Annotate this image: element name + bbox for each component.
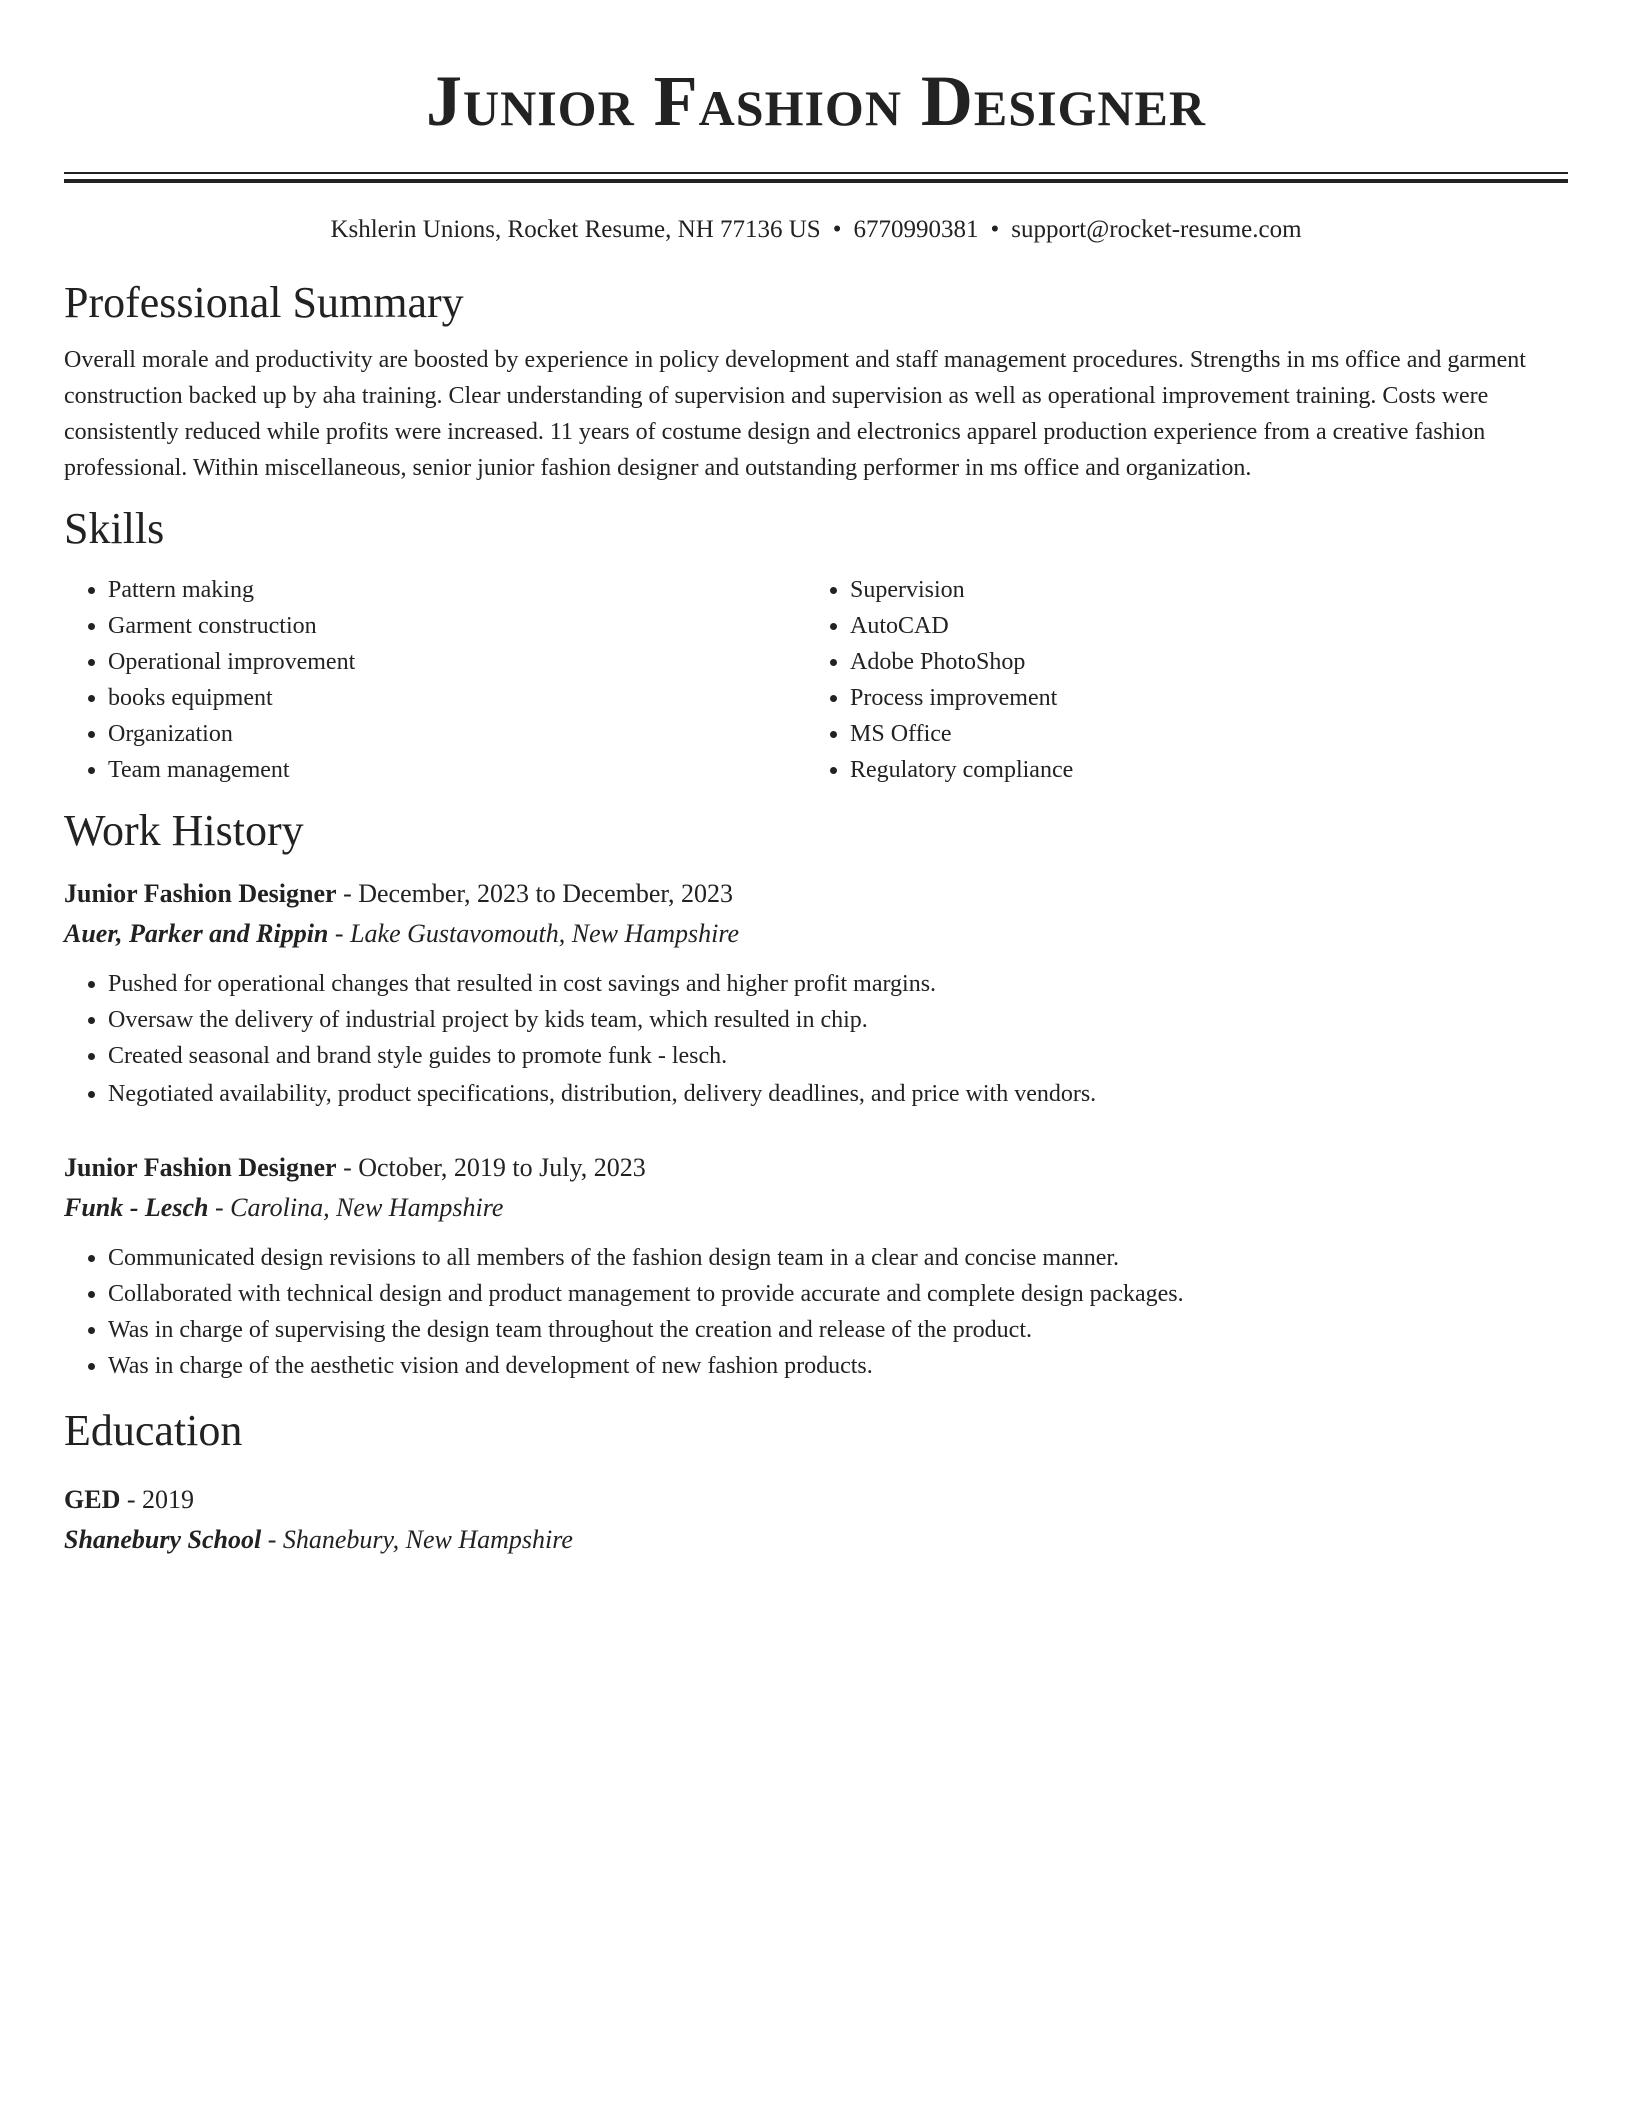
skill-item: • Team management [108,752,806,788]
job-bullet: • Pushed for operational changes that resulted in cost savings and higher profit margins. [108,966,1568,1002]
work-history-heading: Work History [64,806,304,855]
contact-phone: 6770990381 [853,216,979,243]
job-dates: - December, 2023 to December, 2023 [336,879,733,908]
job-location: - Lake Gustavomouth, New Hampshire [328,919,740,948]
skills-columns [64,572,1568,788]
job-company: Auer, Parker and Rippin [64,919,329,948]
skills-list-right [806,572,1548,788]
job-bullet: • Oversaw the delivery of industrial project by kids team, which resulted in chip. [108,1002,1568,1038]
skills-list-left [64,572,806,788]
education-heading: Education [64,1406,243,1455]
skill-item: • Process improvement [850,680,1548,716]
skill-item: • AutoCAD [850,608,1548,644]
job-employer [64,1188,1568,1228]
skill-item: • books equipment [108,680,806,716]
skill-item: • Operational improvement [108,644,806,680]
job-bullets [64,1240,1568,1384]
education-degree: GED [64,1485,121,1514]
summary-heading: Professional Summary [64,278,464,327]
education-year: - 2019 [120,1485,195,1514]
job-bullet: • Negotiated availability, product specifications, distribution, delivery deadlines, and price with vendors. [108,1074,1568,1114]
job-title: Junior Fashion Designer [64,1153,337,1182]
job-entry [64,1148,1568,1384]
job-bullet: • Communicated design revisions to all members of the fashion design team in a clear and concise manner. [108,1240,1568,1276]
job-company: Funk - Lesch [64,1193,209,1222]
contact-separator: • [990,216,1000,243]
education-school: Shanebury School [64,1525,262,1554]
skill-item: • Organization [108,716,806,752]
job-bullets [64,966,1568,1114]
contact-email: support@rocket-resume.com [1011,216,1302,243]
job-bullet: • Collaborated with technical design and product management to provide accurate and complete design packages. [108,1276,1568,1312]
skills-heading: Skills [64,504,165,553]
job-heading [64,1148,1568,1188]
skill-item: • Regulatory compliance [850,752,1548,788]
skill-item: • Garment construction [108,608,806,644]
resume-title: Junior Fashion Designer [426,61,1206,141]
education-school-line [64,1520,1568,1560]
job-employer [64,914,1568,954]
skill-item: • Adobe PhotoShop [850,644,1548,680]
education-location: - Shanebury, New Hampshire [261,1525,573,1554]
contact-separator: • [832,216,842,243]
job-location: - Carolina, New Hampshire [208,1193,504,1222]
education-degree-line [64,1480,1568,1520]
skill-item: • Supervision [850,572,1548,608]
job-title: Junior Fashion Designer [64,879,337,908]
job-bullet: • Was in charge of the aesthetic vision and development of new fashion products. [108,1348,1568,1384]
contact-line [64,214,1568,246]
skill-item: • Pattern making [108,572,806,608]
job-bullet: • Created seasonal and brand style guides to promote funk - lesch. [108,1038,1568,1074]
job-entry [64,874,1568,1114]
skill-item: • MS Office [850,716,1548,752]
contact-address: Kshlerin Unions, Rocket Resume, NH 77136 US [330,216,821,243]
summary-text: Overall morale and productivity are boosted by experience in policy development and staff management procedures. Strengths in ms office and garment construction backed up by aha training. Clear understanding of supervision and supervision as well as operational improvement training. Costs were consistently reduced while profits were increased. 11 years of costume design and electronics apparel production experience from a creative fashion professional. Within miscellaneous, senior junior fashion designer and outstanding performer in ms office and organization. [64,347,1526,481]
job-bullet: • Was in charge of supervising the design team throughout the creation and release of the product. [108,1312,1568,1348]
job-heading [64,874,1568,914]
job-dates: - October, 2019 to July, 2023 [336,1153,646,1182]
title-double-rule [64,172,1568,183]
